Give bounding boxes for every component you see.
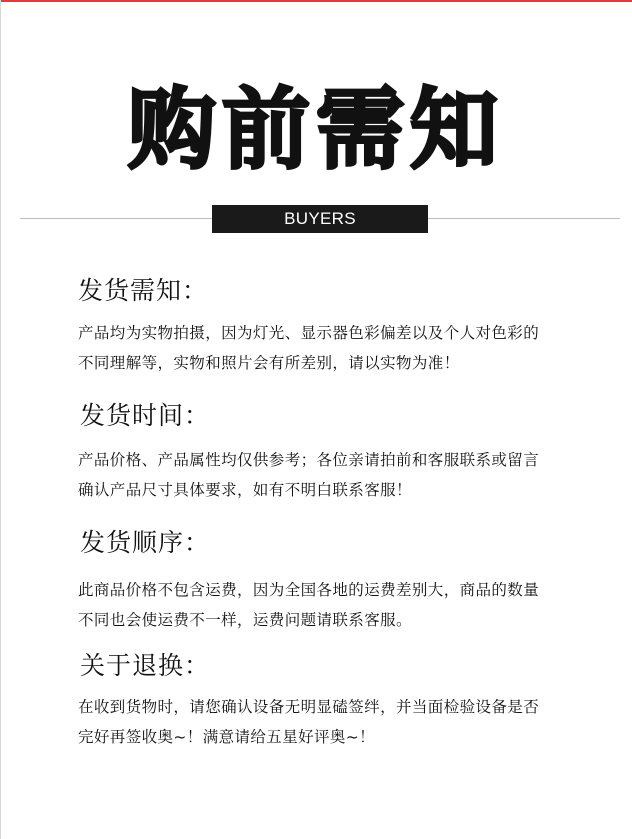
section-heading-returns: 关于退换： bbox=[80, 651, 211, 680]
section-line: 此商品价格不包含运费，因为全国各地的运费差别大，商品的数量 bbox=[78, 581, 540, 599]
section-line: 不同理解等，实物和照片会有所差别，请以实物为准！ bbox=[78, 354, 460, 372]
section-line: 产品均为实物拍摄，因为灯光、显示器色彩偏差以及个人对色彩的 bbox=[78, 324, 540, 342]
section-body-returns bbox=[78, 692, 598, 752]
section-body-shipping-order bbox=[78, 575, 598, 635]
section-heading-shipping-notice: 发货需知： bbox=[78, 276, 209, 305]
section-line: 不同也会使运费不一样，运费问题请联系客服。 bbox=[78, 611, 412, 629]
section-line: 确认产品尺寸具体要求，如有不明白联系客服！ bbox=[78, 481, 412, 499]
section-body-shipping-time bbox=[78, 445, 598, 505]
section-line: 在收到货物时，请您确认设备无明显磕签绊，并当面检验设备是否 bbox=[78, 698, 540, 716]
subtitle-banner: BUYERS REQUIREMENTS bbox=[212, 205, 428, 233]
top-accent-bar bbox=[0, 0, 632, 2]
section-body-shipping-notice bbox=[78, 318, 598, 378]
section-line: 产品价格、产品属性均仅供参考；各位亲请拍前和客服联系或留言 bbox=[78, 451, 540, 469]
divider-left bbox=[20, 218, 212, 219]
divider-right bbox=[428, 218, 620, 219]
section-heading-shipping-order: 发货顺序： bbox=[80, 528, 211, 557]
page-title: 购前需知 bbox=[127, 78, 504, 181]
section-heading-shipping-time: 发货时间： bbox=[80, 401, 211, 430]
section-line: 完好再签收奥~！满意请给五星好评奥~！ bbox=[78, 728, 376, 746]
